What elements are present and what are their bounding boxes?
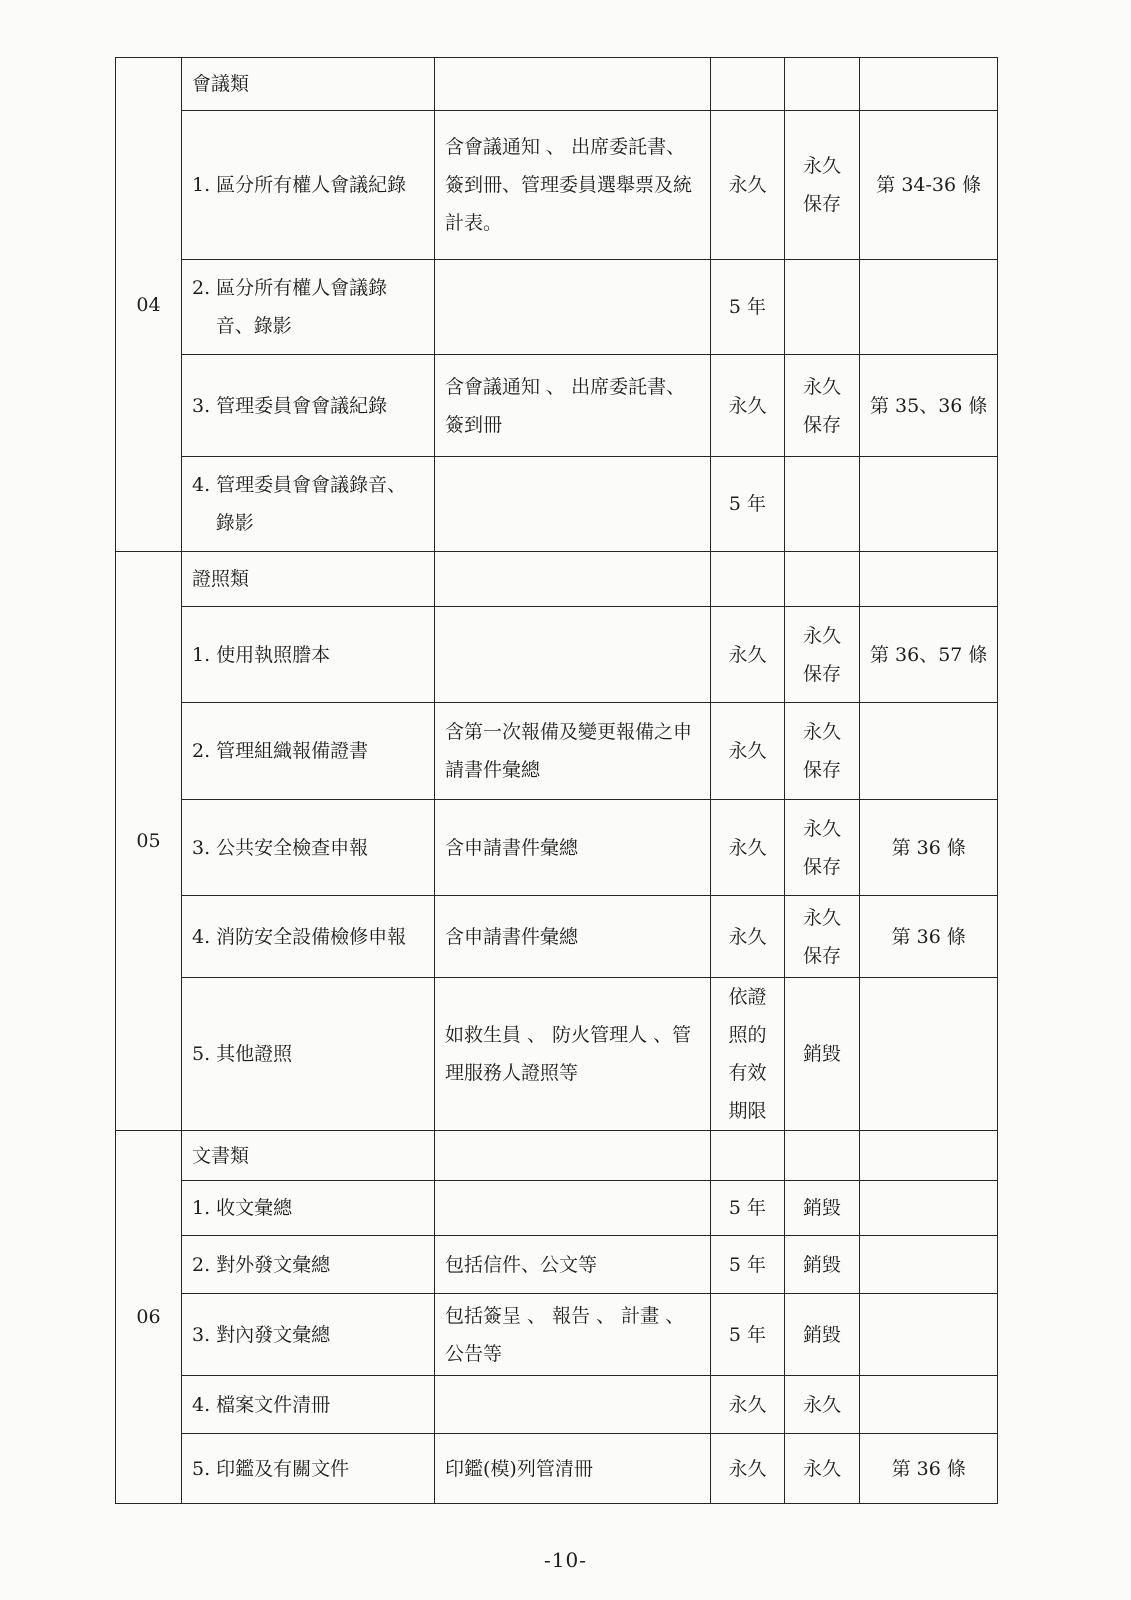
table-row — [116, 1434, 998, 1504]
retention-period: 永久 — [711, 896, 785, 978]
disposal-method: 永久保存 — [785, 111, 860, 260]
item-name: 3. 管理委員會會議紀錄 — [182, 355, 435, 457]
legal-basis — [860, 457, 998, 552]
retention-period: 永久 — [711, 1434, 785, 1504]
category-row — [116, 58, 998, 111]
group-code: 05 — [116, 552, 182, 1131]
table-row — [116, 800, 998, 896]
item-note: 含會議通知 、 出席委託書、簽到冊、管理委員選舉票及統計表。 — [435, 111, 711, 260]
table-row — [116, 703, 998, 800]
legal-basis — [860, 260, 998, 355]
retention-period: 永久 — [711, 1376, 785, 1434]
disposal-method: 永久保存 — [785, 355, 860, 457]
item-note — [435, 1376, 711, 1434]
item-note — [435, 260, 711, 355]
item-name: 4. 檔案文件清冊 — [182, 1376, 435, 1434]
item-name: 2. 對外發文彙總 — [182, 1236, 435, 1294]
item-name: 3. 公共安全檢查申報 — [182, 800, 435, 896]
table-row — [116, 1294, 998, 1376]
item-name: 4. 管理委員會會議錄音、錄影 — [182, 457, 435, 552]
legal-basis: 第 36 條 — [860, 800, 998, 896]
item-name: 5. 其他證照 — [182, 978, 435, 1131]
item-name: 1. 區分所有權人會議紀錄 — [182, 111, 435, 260]
legal-basis — [860, 703, 998, 800]
item-note — [435, 1181, 711, 1236]
table-row — [116, 1236, 998, 1294]
records-retention-table — [115, 57, 998, 1504]
retention-period: 永久 — [711, 703, 785, 800]
item-note: 包括簽呈 、 報告 、 計畫 、公告等 — [435, 1294, 711, 1376]
item-name: 4. 消防安全設備檢修申報 — [182, 896, 435, 978]
legal-basis: 第 36、57 條 — [860, 607, 998, 703]
category-label: 會議類 — [182, 58, 435, 111]
category-row — [116, 552, 998, 607]
disposal-method: 永久 — [785, 1434, 860, 1504]
item-note: 含申請書件彙總 — [435, 896, 711, 978]
group-code: 04 — [116, 58, 182, 552]
disposal-method: 永久保存 — [785, 800, 860, 896]
retention-period: 5 年 — [711, 1236, 785, 1294]
table-row — [116, 607, 998, 703]
table-row — [116, 978, 998, 1131]
retention-period: 永久 — [711, 355, 785, 457]
retention-period: 永久 — [711, 607, 785, 703]
table-row — [116, 1376, 998, 1434]
disposal-method: 永久 — [785, 1376, 860, 1434]
retention-period: 5 年 — [711, 457, 785, 552]
disposal-method: 銷毀 — [785, 978, 860, 1131]
table-row — [116, 355, 998, 457]
retention-period: 依證照的有效期限 — [711, 978, 785, 1131]
group-code: 06 — [116, 1131, 182, 1504]
item-note: 印鑑(模)列管清冊 — [435, 1434, 711, 1504]
item-name: 1. 使用執照謄本 — [182, 607, 435, 703]
legal-basis: 第 36 條 — [860, 1434, 998, 1504]
retention-period: 永久 — [711, 111, 785, 260]
retention-period: 永久 — [711, 800, 785, 896]
disposal-method: 永久保存 — [785, 896, 860, 978]
retention-period: 5 年 — [711, 1181, 785, 1236]
category-label: 證照類 — [182, 552, 435, 607]
item-name: 2. 管理組織報備證書 — [182, 703, 435, 800]
table-row — [116, 111, 998, 260]
item-note — [435, 607, 711, 703]
item-name: 1. 收文彙總 — [182, 1181, 435, 1236]
disposal-method — [785, 260, 860, 355]
retention-period: 5 年 — [711, 1294, 785, 1376]
item-note: 含第一次報備及變更報備之申請書件彙總 — [435, 703, 711, 800]
disposal-method — [785, 457, 860, 552]
legal-basis: 第 36 條 — [860, 896, 998, 978]
category-row — [116, 1131, 998, 1181]
legal-basis: 第 34-36 條 — [860, 111, 998, 260]
retention-period: 5 年 — [711, 260, 785, 355]
item-note: 含申請書件彙總 — [435, 800, 711, 896]
table-row — [116, 896, 998, 978]
item-note: 含會議通知 、 出席委託書、簽到冊 — [435, 355, 711, 457]
item-name: 5. 印鑑及有關文件 — [182, 1434, 435, 1504]
item-name: 2. 區分所有權人會議錄音、錄影 — [182, 260, 435, 355]
disposal-method: 銷毀 — [785, 1181, 860, 1236]
table-row — [116, 260, 998, 355]
disposal-method: 銷毀 — [785, 1294, 860, 1376]
table-row — [116, 457, 998, 552]
legal-basis — [860, 1236, 998, 1294]
legal-basis: 第 35、36 條 — [860, 355, 998, 457]
legal-basis — [860, 1294, 998, 1376]
category-label: 文書類 — [182, 1131, 435, 1181]
legal-basis — [860, 1181, 998, 1236]
item-note: 包括信件、公文等 — [435, 1236, 711, 1294]
item-name: 3. 對內發文彙總 — [182, 1294, 435, 1376]
disposal-method: 永久保存 — [785, 607, 860, 703]
legal-basis — [860, 1376, 998, 1434]
page-number: -10- — [544, 1548, 587, 1572]
item-note — [435, 457, 711, 552]
table-row — [116, 1181, 998, 1236]
disposal-method: 永久保存 — [785, 703, 860, 800]
disposal-method: 銷毀 — [785, 1236, 860, 1294]
legal-basis — [860, 978, 998, 1131]
item-note: 如救生員 、 防火管理人 、管理服務人證照等 — [435, 978, 711, 1131]
